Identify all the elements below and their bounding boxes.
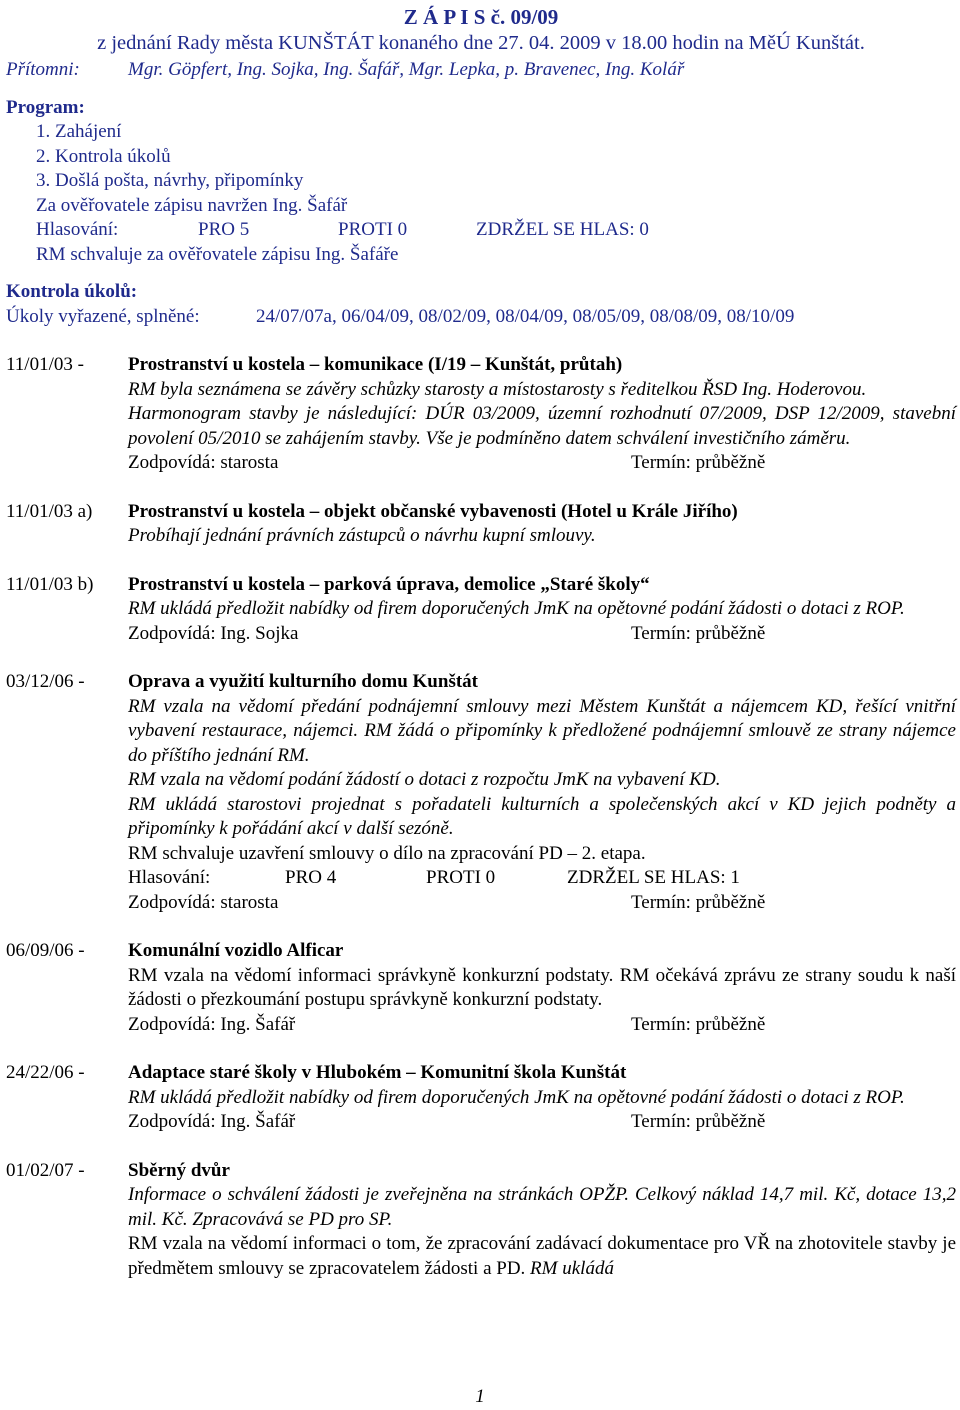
attendance-names: Mgr. Göpfert, Ing. Sojka, Ing. Šafář, Mgr. Lepka, p. Bravenec, Ing. Kolář [128,59,685,80]
task-id: 11/01/03 b) [6,573,94,595]
task-title: Prostranství u kostela – komunikace (I/19 – Kunštát, průtah) [128,354,623,375]
task-body [128,939,956,1037]
task-body [128,670,956,915]
task-note: RM vzala na vědomí podání žádostí o dotaci z rozpočtu JmK na vybavení KD. [128,769,721,790]
control-heading: Kontrola úkolů: [6,281,138,302]
done-tasks-label: Úkoly vyřazené, splněné: [6,305,200,327]
task-note: RM byla seznámena se závěry schůzky starosty a místostarosty s ředitelkou ŘSD Ing. Hoderovou. [128,378,867,400]
responsibility-row [128,891,956,916]
program-section [6,96,956,268]
task-id: 03/12/06 - [6,671,85,692]
document-title: Z Á P I S č. 09/09 [403,5,559,29]
document-subtitle: z jednání Rady města KUNŠTÁT konaného dne 27. 04. 2009 v 18.00 hodin na MěÚ Kunštát. [97,32,865,54]
task-title: Sběrný dvůr [128,1159,230,1181]
deadline: Termín: průběžně [631,1013,766,1035]
task-body [128,353,956,476]
task-item [6,500,956,549]
deadline: Termín: průběžně [631,1111,766,1132]
responsibility-row [128,451,956,476]
vote-zdrzel: ZDRŽEL SE HLAS: 0 [476,219,649,240]
task-resolution-tail: RM ukládá [530,1257,614,1279]
task-resolution [128,1232,956,1281]
vote-row [128,866,956,891]
program-item: 2. Kontrola úkolů [36,145,171,167]
task-title: Oprava a využití kulturního domu Kunštát [128,671,478,692]
vote-zdrzel: ZDRŽEL SE HLAS: 1 [567,867,740,888]
vote-pro: PRO 5 [198,219,250,240]
task-id: 06/09/06 - [6,940,85,961]
task-note: RM ukládá předložit nabídky od firem doporučených JmK na opětovné podání žádosti o dotaci z ROP. [128,1086,905,1108]
task-item [6,353,956,476]
task-note: Informace o schválení žádosti je zveřejněna na stránkách OPŽP. Celkový náklad 14,7 mil. Kč, dotace 13,2 mil. Kč. Zpracovává se PD pro SP. [128,1184,956,1230]
task-resolution-text: RM vzala na vědomí informaci o tom, že zpracování zadávací dokumentace pro VŘ na zhotovitele stavby je předmětem smlouvy se zpracovatelem žádosti a PD. [128,1233,956,1279]
task-id: 11/01/03 - [6,354,84,375]
control-section [6,280,956,329]
task-note: Probíhají jednání právních zástupců o návrhu kupní smlouvy. [128,525,596,546]
task-note: RM vzala na vědomí předání podnájemní smlouvy mezi Městem Kunštát a nájemcem KD, řešící vnitřní vybavení restaurace, nájemci. RM žádá o připomínky k předložené podnájemní smlouvě ze strany nájemce do příštího jednání RM. [128,695,956,766]
task-title: Prostranství u kostela – objekt občanské vybavenosti (Hotel u Krále Jiřího) [128,500,738,522]
verifier-proposal: Za ověřovatele zápisu navržen Ing. Šafář [36,194,348,216]
attendance-row [6,58,956,83]
responsibility-row [128,1110,956,1135]
task-note: RM ukládá starostovi projednat s pořadateli kulturních a společenských akcí v KD jejich podněty a připomínky k pořádání akcí v další sezóně. [128,793,956,839]
responsible-person: Zodpovídá: starosta [128,452,279,473]
vote-row [36,218,956,243]
responsible-person: Zodpovídá: Ing. Sojka [128,622,299,644]
task-title: Adaptace staré školy v Hlubokém – Komunitní škola Kunštát [128,1062,627,1083]
responsible-person: Zodpovídá: Ing. Šafář [128,1111,296,1132]
task-id: 11/01/03 a) [6,500,93,522]
task-item [6,1159,956,1282]
verifier-resolution: RM schvaluje za ověřovatele zápisu Ing. Šafáře [36,243,399,265]
task-body [128,573,956,647]
deadline: Termín: průběžně [631,452,766,473]
vote-proti: PROTI 0 [426,867,496,888]
task-body [128,1159,956,1282]
responsible-person: Zodpovídá: Ing. Šafář [128,1013,296,1035]
task-id: 24/22/06 - [6,1062,85,1083]
responsible-person: Zodpovídá: starosta [128,891,279,913]
task-body [128,1061,956,1135]
task-title: Prostranství u kostela – parková úprava, demolice „Staré školy“ [128,573,650,595]
program-item: 3. Došlá pošta, návrhy, připomínky [36,170,304,191]
done-tasks-row [6,305,956,330]
task-item [6,939,956,1037]
vote-pro: PRO 4 [285,867,337,888]
document-page [6,4,956,1281]
page-number: 1 [475,1386,485,1407]
task-body [128,500,956,549]
vote-proti: PROTI 0 [338,219,408,240]
deadline: Termín: průběžně [631,622,766,644]
task-note: RM vzala na vědomí informaci správkyně konkurzní podstaty. RM očekává zprávu ze strany soudu k naší žádosti o přezkoumání postupu správkyně konkurzní podstaty. [128,964,956,1010]
program-list [6,120,956,267]
vote-label: Hlasování: [36,219,119,240]
vote-label: Hlasování: [128,867,211,888]
task-title: Komunální vozidlo Alficar [128,940,344,961]
task-resolution: RM schvaluje uzavření smlouvy o dílo na zpracování PD – 2. etapa. [128,842,646,864]
task-item [6,573,956,647]
attendance-label: Přítomni: [6,59,80,80]
task-id: 01/02/07 - [6,1159,85,1181]
responsibility-row [128,1013,956,1038]
responsibility-row [128,622,956,647]
task-note: Harmonogram stavby je následující: DÚR 03/2009, územní rozhodnutí 07/2009, DSP 12/2009, stavební povolení 05/2010 se zahájením stavby. Vše je podmíněno datem schválení investičního záměru. [128,403,956,449]
program-item: 1. Zahájení [36,121,122,142]
done-tasks-list: 24/07/07a, 06/04/09, 08/02/09, 08/04/09, 08/05/09, 08/08/09, 08/10/09 [256,305,795,327]
deadline: Termín: průběžně [631,891,766,913]
task-item [6,670,956,915]
task-note: RM ukládá předložit nabídky od firem doporučených JmK na opětovné podání žádosti o dotaci z ROP. [128,598,905,619]
program-label: Program: [6,96,85,118]
task-item [6,1061,956,1135]
